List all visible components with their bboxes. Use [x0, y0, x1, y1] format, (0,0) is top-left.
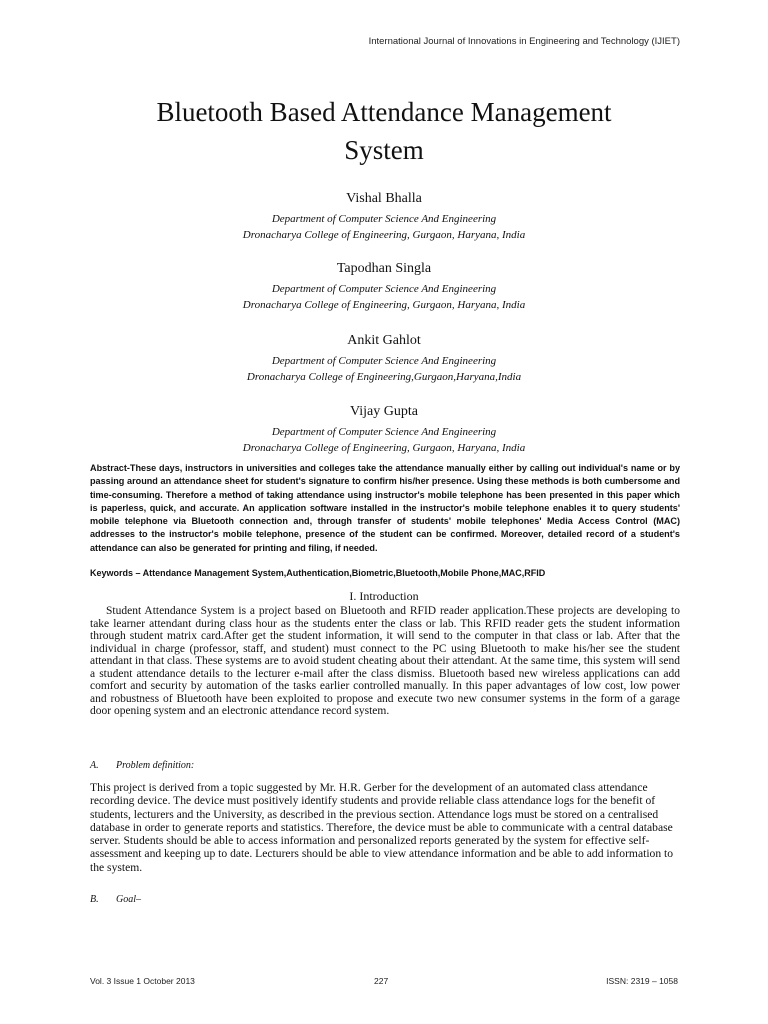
subsection-number: A.	[90, 760, 99, 771]
author-block-3	[0, 332, 768, 385]
author-name: Vishal Bhalla	[346, 191, 422, 206]
author-block-2	[0, 260, 768, 313]
subsection-title: Problem definition:	[116, 760, 195, 771]
footer-issn: ISSN: 2319 – 1058	[606, 976, 678, 986]
footer-volume: Vol. 3 Issue 1 October 2013	[90, 976, 195, 986]
author-name: Tapodhan Singla	[336, 261, 432, 276]
introduction-paragraph: Student Attendance System is a project based on Bluetooth and RFID reader application.These projects are developing to take learner attendant during class hour as the students enter the class or lab. This RFID reader gets the student information through student matrix card.After get the student information, it will send to the computer in that class or lab. After that the individual in charge (professor, staff, and student) must connect to the PC using Bluetooth to make his/her see the student attendant in that class. These systems are to avoid student cheating about their attendant. At the same time, this system will send a student attendance details to the lecturer e-mail after the class dismiss. Bluetooth based new wireless applications can add comfort and security by automation of the tasks earlier controlled manually. In this paper advantages of low cost, low power and robustness of Bluetooth have been exploited to propose and execute two new consumer systems in the form of a garage door opening system and an electronic attendance record system.	[90, 605, 680, 717]
journal-header: International Journal of Innovations in Engineering and Technology (IJIET)	[368, 36, 680, 47]
author-name: Ankit Gahlot	[347, 333, 421, 348]
author-name: Vijay Gupta	[350, 404, 418, 419]
author-college: Dronacharya College of Engineering,Gurgaon,Haryana,India	[246, 371, 522, 383]
footer-page-number: 227	[374, 976, 389, 986]
author-college: Dronacharya College of Engineering, Gurgaon, Haryana, India	[242, 229, 526, 241]
author-block-4	[0, 403, 768, 456]
paper-title	[0, 93, 768, 169]
author-department: Department of Computer Science And Engineering	[271, 355, 497, 367]
subsection-heading-problem-definition	[90, 759, 194, 773]
author-college: Dronacharya College of Engineering, Gurgaon, Haryana, India	[242, 299, 526, 311]
problem-definition-paragraph: This project is derived from a topic suggested by Mr. H.R. Gerber for the development of an automated class attendance recording device. The device must positively identify students and provide reliable class attendance logs for the benefit of students, lecturers and the University, as described in the previous section. Attendance logs must be stored on a centralised database in order to generate reports and statistics. Therefore, the device must be able to communicate with a central database server. Students should be able to access information and personalized reports generated by the system for effective self-assessment and keeping up to date. Lecturers should be able to view attendance information and be able to add information to the system.	[90, 781, 674, 874]
abstract: Abstract-These days, instructors in universities and colleges take the attendance manually either by calling out individual's name or by passing around an attendance sheet for student's signature to confirm his/her presence. Using these methods is both cumbersome and time-consuming. Therefore a method of taking attendance using instructor's mobile telephone has been presented in this paper which is paperless, quick, and accurate. An application software installed in the instructor's mobile telephone enables it to query students' mobile telephone via Bluetooth connection and, through transfer of students' mobile telephones' Media Access Control (MAC) addresses to the instructor's mobile telephone, presence of the student can be confirmed. Moreover, detailed record of a student's attendance can also be generated for printing and filing, if needed.	[90, 463, 680, 553]
subsection-title: Goal–	[116, 894, 141, 905]
author-department: Department of Computer Science And Engineering	[271, 283, 497, 295]
author-department: Department of Computer Science And Engineering	[271, 213, 497, 225]
author-department: Department of Computer Science And Engineering	[271, 426, 497, 438]
section-heading-introduction: I. Introduction	[349, 589, 419, 603]
author-college: Dronacharya College of Engineering, Gurgaon, Haryana, India	[242, 442, 526, 454]
keywords: Keywords – Attendance Management System,Authentication,Biometric,Bluetooth,Mobile Phone,MAC,RFID	[90, 568, 546, 578]
title-line-1: Bluetooth Based Attendance Management	[156, 97, 612, 127]
subsection-heading-goal	[90, 893, 141, 907]
author-block-1	[0, 190, 768, 243]
subsection-number: B.	[90, 894, 99, 905]
title-line-2: System	[344, 135, 424, 165]
